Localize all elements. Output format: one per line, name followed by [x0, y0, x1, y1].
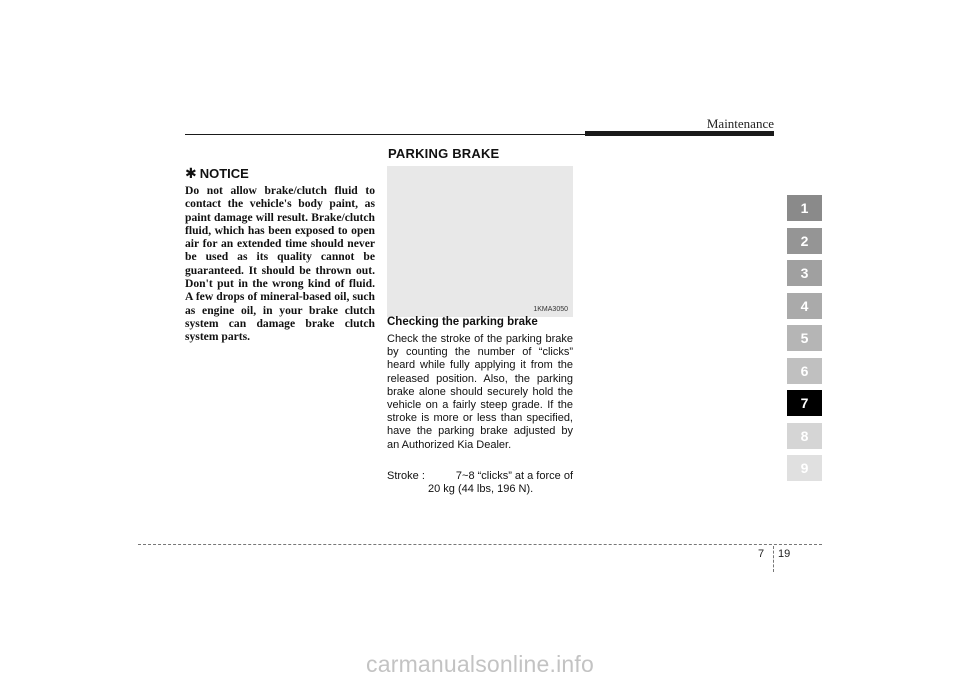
- chapter-tabs: [787, 195, 822, 488]
- stroke-force: 20 kg (44 lbs, 196 N).: [428, 483, 534, 496]
- page-chapter: 7: [758, 548, 765, 560]
- page-number: 19: [778, 548, 791, 560]
- notice-body: Do not allow brake/clutch fluid to contact the vehicle's body paint, as paint damage will result. Brake/clutch fluid, which has been exposed to open air for an extended time should never be used as its quality cannot be guaranteed. It should be thrown out. Don't put in the wrong kind of fluid. A few drops of mineral-based oil, such as engine oil, in your brake clutch system can damage brake clutch system parts.: [185, 184, 375, 344]
- notice-star-icon: ✱: [185, 165, 197, 181]
- chapter-tab-2[interactable]: 2: [787, 228, 822, 254]
- footer-divider: [773, 546, 774, 572]
- chapter-tab-6[interactable]: 6: [787, 358, 822, 384]
- parking-brake-body: Check the stroke of the parking brake by counting the number of “clicks” heard while fully applying it from the released position. Also, the parking brake alone should securely hold the vehicle on a fairly steep grade. If the stroke is more or less than specified, have the parking brake adjusted by an Authorized Kia Dealer.: [387, 333, 573, 451]
- chapter-tab-3[interactable]: 3: [787, 260, 822, 286]
- header-rule: [185, 134, 585, 135]
- stroke-value: 7~8 “clicks” at a force of: [455, 470, 573, 482]
- stroke-spec: [387, 470, 573, 496]
- chapter-tab-1[interactable]: 1: [787, 195, 822, 221]
- parking-brake-figure: [387, 166, 573, 317]
- figure-code: 1KMA3050: [533, 306, 568, 313]
- chapter-tab-5[interactable]: 5: [787, 325, 822, 351]
- notice-heading-text: NOTICE: [199, 166, 249, 181]
- notice-heading: [185, 165, 375, 182]
- checking-subheading: Checking the parking brake: [387, 316, 538, 328]
- parking-brake-title: PARKING BRAKE: [388, 146, 500, 161]
- section-title: Maintenance: [706, 116, 774, 131]
- notice-block: [185, 165, 375, 344]
- header-rule-bold: [585, 131, 774, 136]
- watermark: carmanualsonline.info: [366, 651, 594, 677]
- stroke-label: Stroke :: [387, 470, 425, 482]
- chapter-tab-9[interactable]: 9: [787, 455, 822, 481]
- footer-rule: [138, 544, 822, 545]
- chapter-tab-4[interactable]: 4: [787, 293, 822, 319]
- chapter-tab-8[interactable]: 8: [787, 423, 822, 449]
- chapter-tab-7[interactable]: 7: [787, 390, 822, 416]
